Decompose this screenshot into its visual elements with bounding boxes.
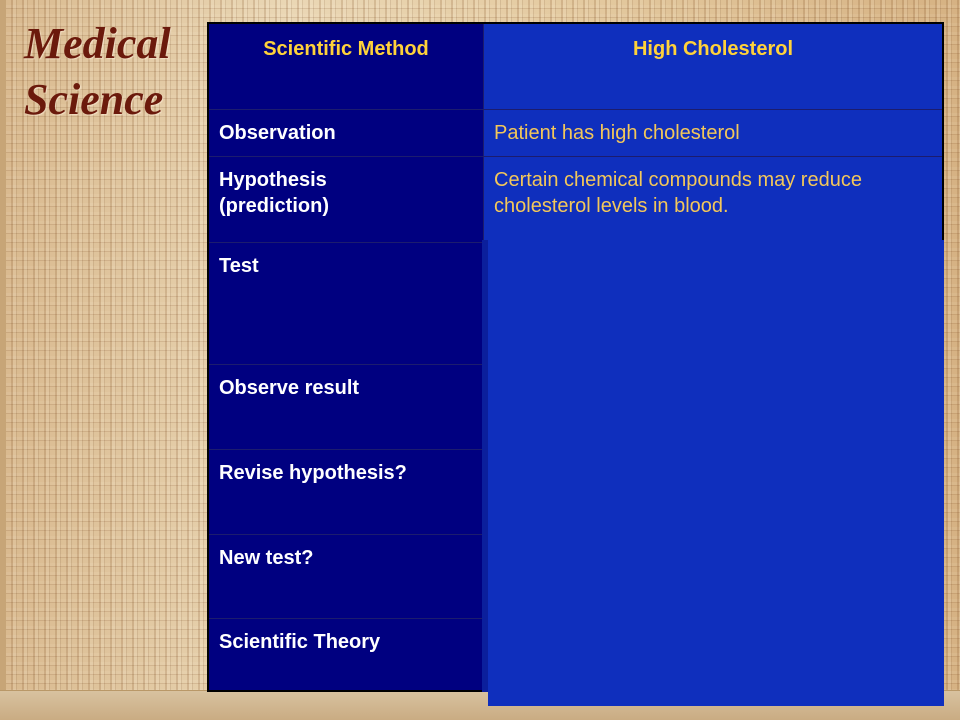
row-example-observation: Patient has high cholesterol bbox=[484, 110, 942, 156]
slide-title-line2: Science bbox=[24, 75, 164, 124]
table-header-row bbox=[209, 24, 942, 110]
header-method: Scientific Method bbox=[209, 24, 484, 109]
background-strip bbox=[0, 0, 6, 720]
reveal-cover-box bbox=[488, 240, 944, 706]
slide-title bbox=[24, 16, 204, 128]
header-example: High Cholesterol bbox=[484, 24, 942, 109]
table-row bbox=[209, 157, 942, 243]
row-method-hypothesis: Hypothesis (prediction) bbox=[209, 157, 484, 242]
row-method-observe-result: Observe result bbox=[209, 365, 484, 449]
row-example-hypothesis: Certain chemical compounds may reduce cholesterol levels in blood. bbox=[484, 157, 942, 242]
row-method-test: Test bbox=[209, 243, 484, 364]
row-method-revise-hypothesis: Revise hypothesis? bbox=[209, 450, 484, 534]
row-method-observation: Observation bbox=[209, 110, 484, 156]
slide-title-line1: Medical bbox=[24, 19, 171, 68]
table-row bbox=[209, 110, 942, 157]
row-method-scientific-theory: Scientific Theory bbox=[209, 619, 484, 690]
row-method-new-test: New test? bbox=[209, 535, 484, 618]
